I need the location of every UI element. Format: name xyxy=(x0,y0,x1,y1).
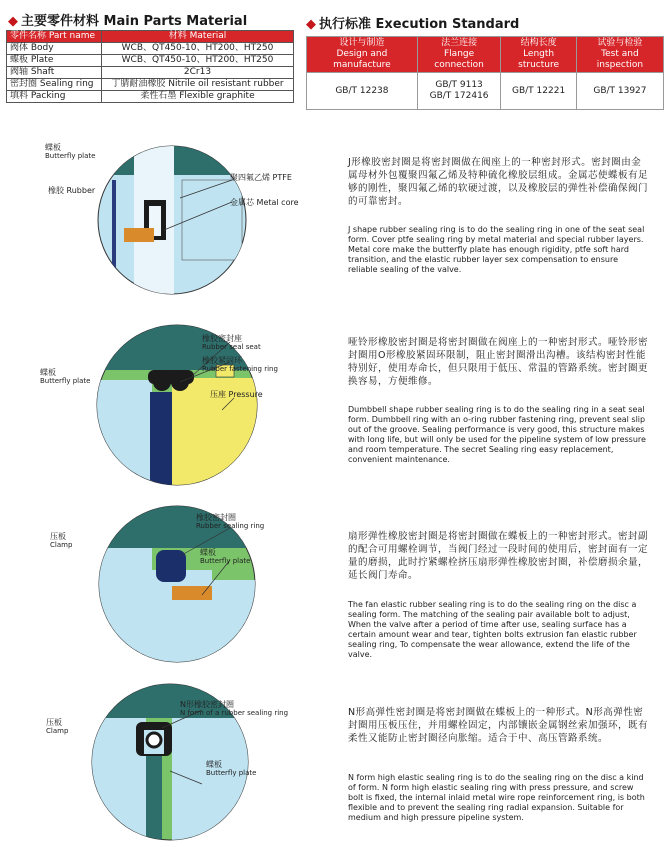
j-seal-diagram xyxy=(52,140,312,300)
parts-cell: 2Cr13 xyxy=(102,67,294,79)
fan-seal-diagram xyxy=(52,500,312,670)
parts-title: ◆ 主要零件材料 Main Parts Material xyxy=(8,14,248,29)
db-label-seat: 橡胶密封座 Rubber seal seat xyxy=(202,334,261,351)
parts-cell: 阀体 Body xyxy=(7,43,102,55)
fan-desc-en: The fan elastic rubber sealing ring is to do the sealing ring on the disc a sealing form. The matching of the sealing pair available bolt to adjust, When the valve after a period of time after use, sealing surface has a certain amount wear and tear, tighten bolts extrusion fan elastic rubber sealing ring, To compensate the wear allowance, extend the life of the valve. xyxy=(348,600,637,659)
std-value: GB/T 12238 xyxy=(307,73,418,110)
parts-cell: 填料 Packing xyxy=(7,91,102,103)
dumbbell-seal-diagram xyxy=(52,320,312,495)
db-label-ring: 橡胶紧固环 Rubber fastening ring xyxy=(202,356,278,373)
parts-header-name: 零件名称 Part name xyxy=(7,31,102,43)
db-desc-en: Dumbbell shape rubber sealing ring is to do the sealing ring in a seat seal form. Dumbbell ring with an o-ring rubber fastening ring, prevent seal slip out of the groove. Sealing performance is very good, this structure makes with long life, but will only be used for the pipeline system of low pressure and room temperature. The secret Sealing ring easy replacement, convenient maintenance. xyxy=(348,405,646,464)
j-desc-cn: J形橡胶密封圈是将密封圈做在阀座上的一种密封形式。密封圈由金属母材外包覆聚四氟乙烯及特种硫化橡胶层组成。金属芯使蝶板有足够的刚性，聚四氟乙烯的软硬过渡，以及橡胶层的弹性补偿确保阀门的可靠密封。 xyxy=(348,157,649,207)
std-value: GB/T 12221 xyxy=(501,73,577,110)
db-label-pressure: 压座 Pressure xyxy=(210,390,263,399)
std-header: 法兰连接 Flange connection xyxy=(417,37,500,73)
j-label-plate: 蝶板 Butterfly plate xyxy=(45,143,96,160)
fan-desc-cn: 扇形弹性橡胶密封圈是将密封圈做在蝶板上的一种密封形式。密封副的配合可用螺栓调节，当阀门经过一段时间的使用后，密封面有一定量的磨损，此时拧紧螺栓挤压扇形弹性橡胶密封圈，补偿磨损余量，延长阀门寿命。 xyxy=(348,531,649,581)
n-desc-en: N form high elastic sealing ring is to do the sealing ring on the disc a kind of form. N form high elastic sealing ring with press pressure, and screw bolt is fixed, the internal inlaid metal wire rope reinforcement ring, is both flexible and to prevent the sealing ring radial expansion. Suitable for medium and high pressure pipeline system. xyxy=(348,773,645,822)
standard-title: ◆ 执行标准 Execution Standard xyxy=(306,17,520,32)
j-label-ptfe: 聚四氟乙烯 PTFE xyxy=(230,173,292,182)
db-label-plate: 蝶板 Butterfly plate xyxy=(40,368,91,385)
std-header: 试验与检验 Test and inspection xyxy=(576,37,663,73)
std-value: GB/T 13927 xyxy=(576,73,663,110)
parts-cell: 柔性石墨 Flexible graphite xyxy=(102,91,294,103)
j-label-rubber: 橡胶 Rubber xyxy=(48,186,96,195)
parts-cell: WCB、QT450-10、HT200、HT250 xyxy=(102,55,294,67)
parts-cell: 阀轴 Shaft xyxy=(7,67,102,79)
diamond-icon: ◆ xyxy=(8,14,18,29)
fan-label-plate: 蝶板 Butterfly plate xyxy=(200,548,251,565)
n-label-clamp: 压板 Clamp xyxy=(46,718,69,735)
diamond-icon: ◆ xyxy=(306,17,316,32)
db-desc-cn: 哑铃形橡胶密封圈是将密封圈做在阀座上的一种密封形式。哑铃形密封圈用O形橡胶紧固环限制，阻止密封圈滑出沟槽。该结构密封性能特别好，使用寿命长，但只限用于低压、常温的管路系统。密封圈更换容易，方便维修。 xyxy=(348,337,649,387)
fan-label-seal: 橡胶密封圈 Rubber sealing ring xyxy=(196,513,265,530)
parts-cell: WCB、QT450-10、HT200、HT250 xyxy=(102,43,294,55)
std-header: 结构长度 Length structure xyxy=(501,37,577,73)
parts-cell: 丁腈耐油橡胶 Nitrile oil resistant rubber xyxy=(102,79,294,91)
parts-table xyxy=(6,30,294,103)
n-desc-cn: N形高弹性密封圈是将密封圈做在蝶板上的一种形式。N形高弹性密封圈用压板压住，并用螺栓固定，内部镶嵌金属钢丝索加强环，既有柔性又能防止密封圈径向胀缩。适合于中、高压管路系统。 xyxy=(348,707,649,744)
parts-header-material: 材料 Material xyxy=(102,31,294,43)
parts-cell: 蝶板 Plate xyxy=(7,55,102,67)
n-label-plate: 蝶板 Butterfly plate xyxy=(206,760,257,777)
fan-label-clamp: 压板 Clamp xyxy=(50,532,73,549)
std-value: GB/T 9113 GB/T 172416 xyxy=(417,73,500,110)
standard-table xyxy=(306,36,664,110)
n-label-ring: N形橡胶密封圈 N form of a rubber sealing ring xyxy=(180,700,289,717)
std-header: 设计与制造 Design and manufacture xyxy=(307,37,418,73)
j-desc-en: J shape rubber sealing ring is to do the sealing ring in one of the seat seal form. Cover ptfe sealing ring by metal material and special rubber layers. Metal core make the butterfly plate has enough rigidity, ptfe soft hard transition, and the elastic rubber layer sex compensation to ensure reliable sealing of the valve. xyxy=(348,225,645,274)
parts-cell: 密封圈 Sealing ring xyxy=(7,79,102,91)
j-label-core: 金属芯 Metal core xyxy=(230,198,299,207)
